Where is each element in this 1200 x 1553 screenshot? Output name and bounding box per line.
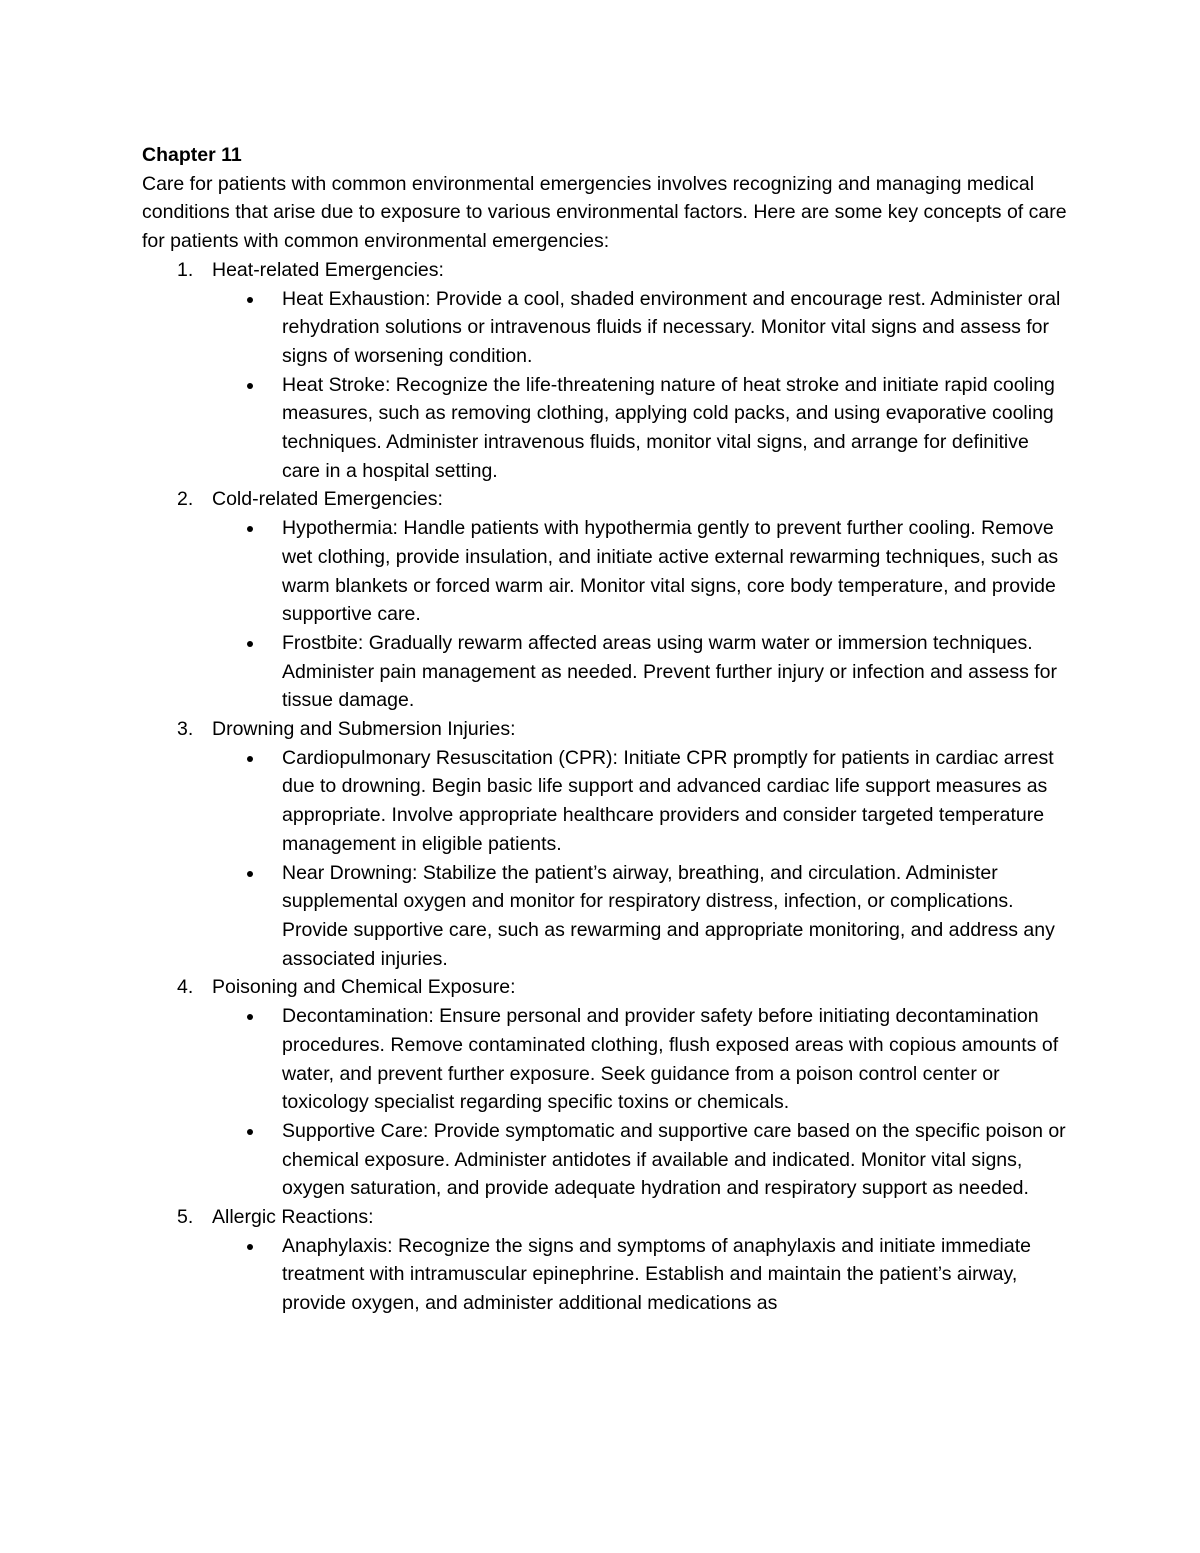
bullet-item bbox=[212, 744, 1072, 859]
bullet-dot-icon bbox=[247, 1129, 253, 1135]
section-item bbox=[142, 715, 1072, 973]
section-number: 3. bbox=[177, 718, 194, 741]
bullet-item bbox=[212, 1117, 1072, 1203]
section-item bbox=[142, 1203, 1072, 1318]
section-list bbox=[142, 256, 1072, 1318]
bullet-text: Supportive Care: Provide symptomatic and supportive care based on the specific poison or chemical exposure. Administer antidotes if available and indicated. Monitor vital signs, oxygen saturation, and provide adequate hydration and respiratory support as needed. bbox=[282, 1119, 1066, 1200]
bullet-list bbox=[212, 1232, 1072, 1318]
bullet-dot-icon bbox=[247, 1244, 253, 1250]
bullet-item bbox=[212, 629, 1072, 715]
section-number: 4. bbox=[177, 976, 194, 999]
section-heading: Cold-related Emergencies: bbox=[212, 488, 443, 511]
bullet-list bbox=[212, 514, 1072, 715]
bullet-text: Anaphylaxis: Recognize the signs and symptoms of anaphylaxis and initiate immediate treatment with intramuscular epinephrine. Establish and maintain the patient’s airway, provide oxygen, and administer additional medications as bbox=[282, 1234, 1031, 1315]
section-number: 5. bbox=[177, 1206, 194, 1229]
bullet-item bbox=[212, 1002, 1072, 1117]
bullet-item bbox=[212, 514, 1072, 629]
bullet-item bbox=[212, 371, 1072, 486]
bullet-list bbox=[212, 744, 1072, 974]
document-page bbox=[142, 141, 1072, 1318]
section-item bbox=[142, 256, 1072, 486]
bullet-dot-icon bbox=[247, 297, 253, 303]
bullet-text: Heat Exhaustion: Provide a cool, shaded environment and encourage rest. Administer oral rehydration solutions or intravenous fluids if necessary. Monitor vital signs and assess for signs of worsening condition. bbox=[282, 287, 1061, 367]
section-number: 2. bbox=[177, 488, 194, 511]
intro-paragraph: Care for patients with common environmental emergencies involves recognizing and managing medical conditions that arise due to exposure to various environmental factors. Here are some key concepts of care for patients with common environmental emergencies: bbox=[142, 172, 1067, 253]
bullet-text: Cardiopulmonary Resuscitation (CPR): Initiate CPR promptly for patients in cardiac arrest due to drowning. Begin basic life support and advanced cardiac life support measures as appropriate. Involve appropriate healthcare providers and consider targeted temperature management in eligible patients. bbox=[282, 746, 1054, 855]
bullet-item bbox=[212, 285, 1072, 371]
bullet-dot-icon bbox=[247, 756, 253, 762]
section-heading: Poisoning and Chemical Exposure: bbox=[212, 976, 516, 999]
bullet-text: Hypothermia: Handle patients with hypothermia gently to prevent further cooling. Remove wet clothing, provide insulation, and initiate active external rewarming techniques, such as warm blankets or forced warm air. Monitor vital signs, core body temperature, and provide supportive care. bbox=[282, 517, 1059, 626]
bullet-text: Frostbite: Gradually rewarm affected areas using warm water or immersion techniques. Administer pain management as needed. Prevent further injury or infection and assess for tissue damage. bbox=[282, 631, 1058, 712]
section-number: 1. bbox=[177, 258, 194, 281]
bullet-dot-icon bbox=[247, 526, 253, 532]
bullet-item bbox=[212, 1232, 1072, 1318]
section-heading: Heat-related Emergencies: bbox=[212, 258, 444, 281]
bullet-list bbox=[212, 1002, 1072, 1203]
bullet-dot-icon bbox=[247, 871, 253, 877]
chapter-title: Chapter 11 bbox=[142, 144, 242, 166]
bullet-item bbox=[212, 859, 1072, 974]
bullet-dot-icon bbox=[247, 1014, 253, 1020]
section-heading: Allergic Reactions: bbox=[212, 1206, 374, 1229]
bullet-text: Near Drowning: Stabilize the patient’s airway, breathing, and circulation. Administer supplemental oxygen and monitor for respiratory distress, infection, or complications. Provide supportive care, such as rewarming and appropriate monitoring, and address any associated injuries. bbox=[282, 861, 1055, 970]
bullet-text: Heat Stroke: Recognize the life-threatening nature of heat stroke and initiate rapid cooling measures, such as removing clothing, applying cold packs, and using evaporative cooling techniques. Administer intravenous fluids, monitor vital signs, and arrange for definitive care in a hospital setting. bbox=[282, 373, 1055, 482]
section-item bbox=[142, 973, 1072, 1203]
section-heading: Drowning and Submersion Injuries: bbox=[212, 718, 516, 741]
bullet-list bbox=[212, 285, 1072, 486]
section-item bbox=[142, 485, 1072, 715]
bullet-text: Decontamination: Ensure personal and provider safety before initiating decontamination procedures. Remove contaminated clothing, flush exposed areas with copious amounts of water, and prevent further exposure. Seek guidance from a poison control center or toxicology specialist regarding specific toxins or chemicals. bbox=[282, 1005, 1059, 1114]
bullet-dot-icon bbox=[247, 383, 253, 389]
bullet-dot-icon bbox=[247, 641, 253, 647]
